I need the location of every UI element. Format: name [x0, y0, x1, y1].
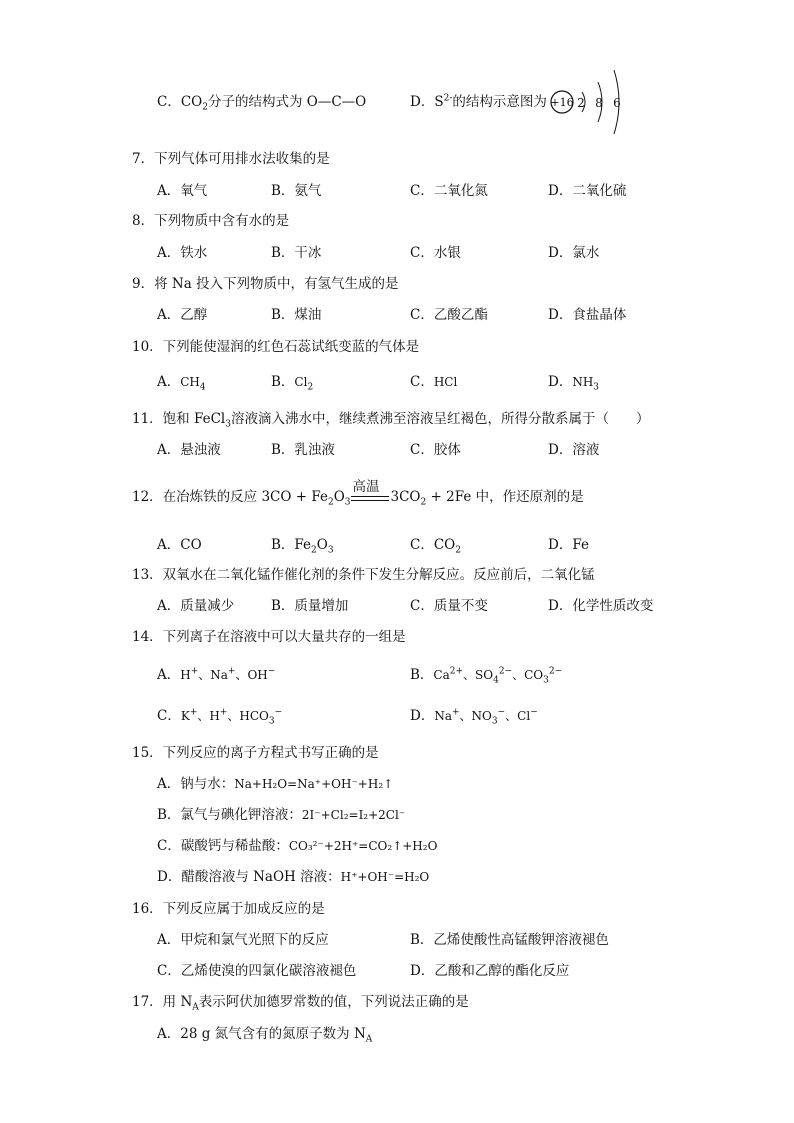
q15-option-d: D．醋酸溶液与 NaOH 溶液：H⁺+OH⁻=H₂O — [157, 869, 430, 885]
shell-electrons-3: 6 — [613, 96, 621, 110]
q8-option-d: D．氯水 — [548, 245, 600, 261]
q7-stem: 7．下列气体可用排水法收集的是 — [132, 151, 330, 167]
q15-option-a: A．钠与水：Na+H₂O=Na⁺+OH⁻+H₂↑ — [157, 776, 394, 792]
q12-option-a: A．CO — [157, 537, 202, 553]
q7-option-c: C．二氧化氮 — [410, 183, 488, 199]
q8-option-a: A．铁水 — [157, 245, 208, 261]
q10-stem: 10．下列能使湿润的红色石蕊试纸变蓝的气体是 — [132, 339, 420, 355]
q16-option-a: A．甲烷和氯气光照下的反应 — [157, 932, 329, 948]
q9-option-c: C．乙酸乙酯 — [410, 307, 488, 323]
q6-option-c: C．$CO_2$分子的结构式为 O—C—O — [157, 94, 367, 113]
nucleus-charge: +16 — [550, 96, 574, 109]
q11-option-b: B．乳浊液 — [271, 442, 335, 458]
q12-option-d: D．Fe — [548, 537, 589, 553]
q8-option-c: C．水银 — [410, 245, 461, 261]
shell-electrons-1: 2 — [577, 96, 585, 110]
q14-option-c: C．K+、H+、$HCO_3^-$ — [157, 707, 283, 727]
q12-option-c: C．$CO_2$ — [410, 537, 461, 556]
q13-option-b: B．质量增加 — [271, 598, 349, 614]
q11-option-d: D．溶液 — [548, 442, 600, 458]
q7-option-b: B．氨气 — [271, 183, 322, 199]
reaction-condition: 高温 — [353, 493, 389, 503]
q13-option-c: C．质量不变 — [410, 598, 488, 614]
q15-option-b: B．氯气与碘化钾溶液：2I⁻+Cl₂=I₂+2Cl⁻ — [157, 807, 406, 823]
q13-stem: 13．双氧水在二氧化锰作催化剂的条件下发生分解反应。反应前后，二氧化锰 — [132, 567, 595, 583]
q8-stem: 8．下列物质中含有水的是 — [132, 213, 290, 229]
q16-option-c: C．乙烯使溴的四氯化碳溶液褪色 — [157, 963, 357, 979]
q15-option-c: C．碳酸钙与稀盐酸：CO₃²⁻+2H⁺=CO₂↑+H₂O — [157, 838, 438, 854]
q14-stem: 14．下列离子在溶液中可以大量共存的一组是 — [132, 629, 406, 645]
q7-option-d: D．二氧化硫 — [548, 183, 627, 199]
q9-option-b: B．煤油 — [271, 307, 322, 323]
q9-option-a: A．乙醇 — [157, 307, 208, 323]
sulfur-ion-structure-diagram — [548, 66, 632, 138]
q9-stem: 9．将 Na 投入下列物质中，有氢气生成的是 — [132, 276, 399, 292]
q11-option-a: A．悬浊液 — [157, 442, 221, 458]
q15-stem: 15．下列反应的离子方程式书写正确的是 — [132, 745, 379, 761]
q10-option-b: B．$Cl_2$ — [271, 374, 314, 393]
q16-option-d: D．乙酸和乙醇的酯化反应 — [410, 963, 570, 979]
q10-option-d: D．$NH_3$ — [548, 374, 600, 393]
q12-stem: 12．在冶炼铁的反应 $3CO + Fe_2O_3$ 高温 $3CO_2 + 2Fe$ 中，作还原剂的是 — [132, 478, 584, 508]
q10-option-c: C．HCl — [410, 374, 458, 390]
q14-option-a: A．H+、Na+、OH− — [157, 666, 276, 683]
q16-stem: 16．下列反应属于加成反应的是 — [132, 901, 325, 917]
q13-option-a: A．质量减少 — [157, 598, 235, 614]
q16-option-b: B．乙烯使酸性高锰酸钾溶液褪色 — [410, 932, 609, 948]
q9-option-d: D．食盐晶体 — [548, 307, 627, 323]
q14-option-b: B．$Ca^{2+}$、$SO_4^{2-}$、$CO_3^{2-}$ — [410, 666, 563, 686]
q14-option-d: D．Na+、$NO_3^-$、Cl− — [410, 707, 538, 727]
q11-stem: 11．饱和 FeCl$_3$溶液滴入沸水中，继续煮沸至溶液呈红褐色，所得分散系属于（ ） — [132, 411, 650, 430]
q17-option-a: A．28 g 氮气含有的氮原子数为 $N_A$ — [157, 1026, 373, 1045]
q7-option-a: A．氧气 — [157, 183, 208, 199]
q10-option-a: A．$CH_4$ — [157, 374, 206, 393]
q17-stem: 17．用 $N_A$表示阿伏加德罗常数的值，下列说法正确的是 — [132, 994, 469, 1013]
q6-option-d: D．$S^{2-}$的结构示意图为 — [410, 93, 547, 110]
shell-electrons-2: 8 — [595, 96, 603, 110]
q11-option-c: C．胶体 — [410, 442, 461, 458]
q8-option-b: B．干冰 — [271, 245, 322, 261]
q12-option-b: B．$Fe_2O_3$ — [271, 537, 334, 556]
q13-option-d: D．化学性质改变 — [548, 598, 654, 614]
